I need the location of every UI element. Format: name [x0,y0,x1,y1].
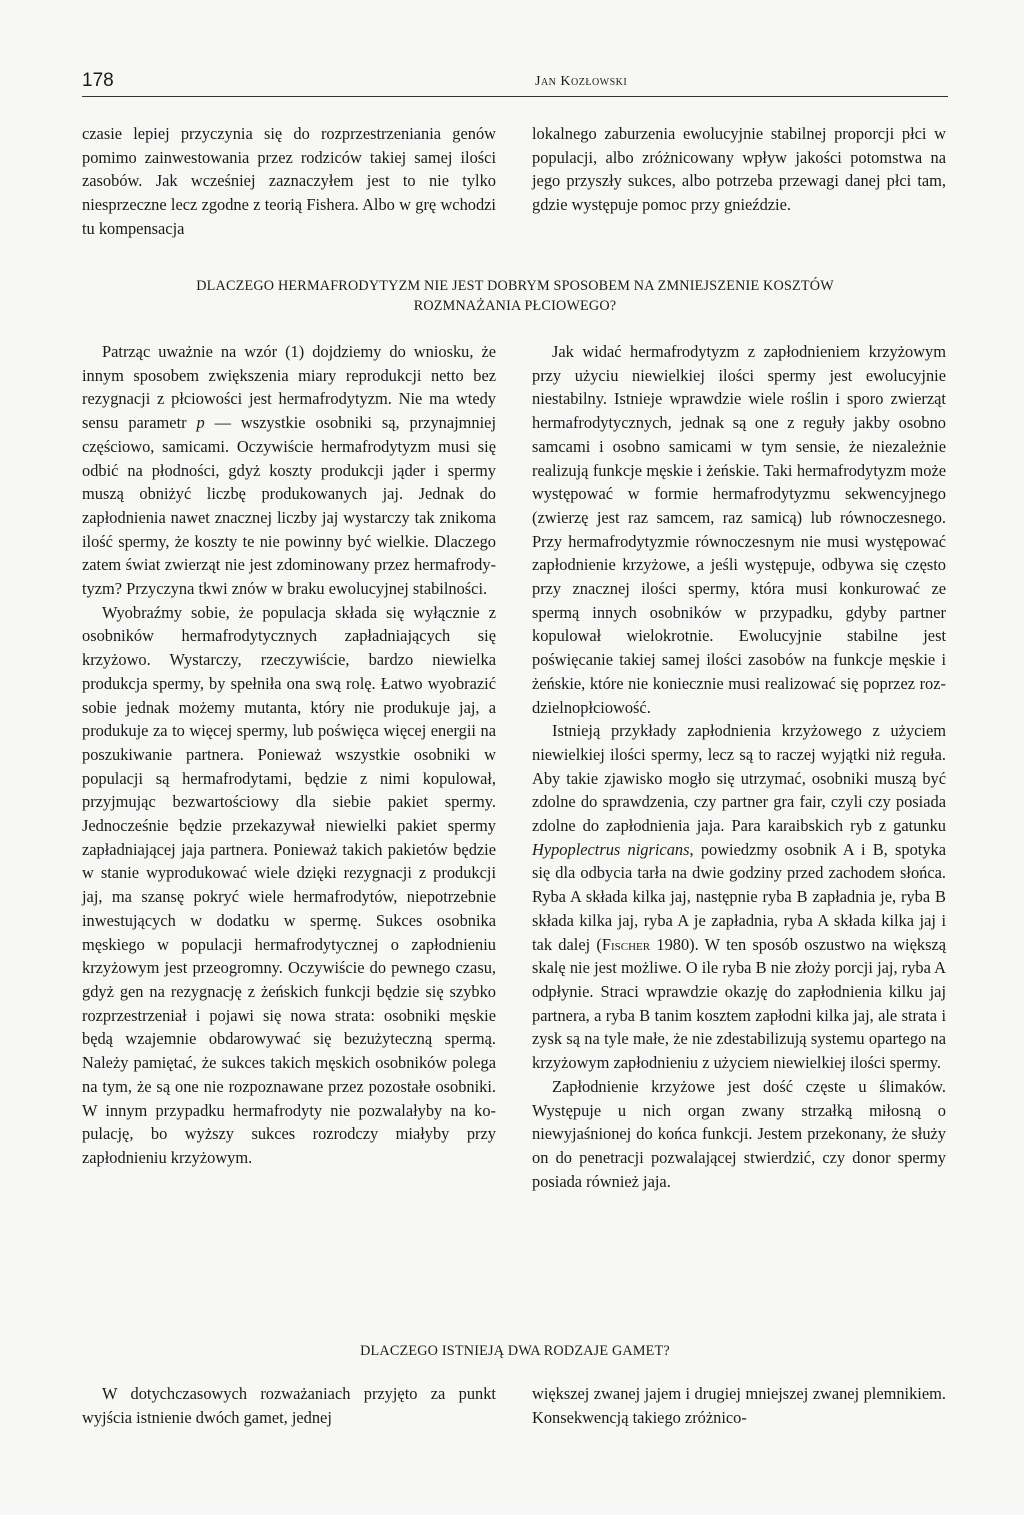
paragraph [532,719,946,1075]
paragraph [82,340,496,601]
text-run: Istnieją przykłady zapłodnienia krzyżowego z użyciem niewielkiej ilości spermy, lecz są to raczej wyjątki niż reguła. Aby takie zjawisko mogło się utrzymać, osobniki muszą być zdolne do sprawdzenia, czy partner gra fair, czyli czy posiada zdolne do zapłodnienia jaja. Para karaibskich ryb z gatunku [532,721,946,836]
text-run: , powiedzmy osobnik A i B, spotyka się dla odbycia tarła na dwie godziny przed zachodem słońca. Ryba A składa kilka jaj, następnie ryba B zapładnia je, ryba B składa kilka jaj, ryba A je zapładnia, ryba A składa kilka jaj i tak dalej ( [532,839,947,954]
text-run: 1980). W ten sposób oszustwo na większą skalę nie jest możliwe. O ile ryba B nie złoży porcji jaj, ryba A odpłynie. Straci wprawdzie okazję do zapłodnienia kilku jaj partnera, a ryba B tanim kosztem zapłodni kilka jaj, ale strata i zysk są na tyle małe, że nie zdestabilizują systemu opartego na krzyżowym zapłodnieniu z użyciem niewielkiej ilości spermy. [532,934,947,1073]
paragraph: większej zwanej jajem i drugiej mniejszej zwanej plemnikiem. Konsekwencją takiego zróżnico- [532,1384,946,1427]
variable: p [196,413,205,433]
heading-line: ROZMNAŻANIA PŁCIOWEGO? [413,298,617,314]
text-run: — wszystkie osobniki są, przynajmniej częściowo, samicami. Oczywiście hermafrodytyzm musi się odbić na płodności, gdyż koszty produkcji jąder i spermy muszą obniżyć liczbę produkowanych jaj. Jednak do zapłodnienia nawet znacznej liczby jaj wystarczy tak znikoma ilość spermy, że koszty te nie powinny być wielkie. Dlaczego zatem świat zwierząt nie jest zdominowany przez hermafrodytyzm? Przyczyna tkwi znów w braku ewolucyjnej stabilności. [82,413,496,599]
section2-right-column [532,1382,946,1429]
top-left-column [82,122,496,241]
section-heading [82,1341,948,1361]
section1-right-column [532,340,946,1193]
paragraph: czasie lepiej przyczynia się do rozprzestrzeniania genów pomimo zainwestowania przez rodziców takiej samej ilości zasobów. Jak wcześniej zaznaczyłem jest to nie tylko niesprzeczne lecz zgodne z teorią Fishera. Albo w grę wchodzi tu kompensacja [82,124,496,238]
section-heading [82,276,948,316]
running-author: Jan Kozłowski [535,74,628,89]
running-header [82,66,948,97]
heading-line: DLACZEGO ISTNIEJĄ DWA RODZAJE GAMET? [360,1343,670,1359]
heading-line: DLACZEGO HERMAFRODYTYZM NIE JEST DOBRYM SPOSOBEM NA ZMNIEJSZENIE KOSZTÓW [196,278,834,294]
section1-left-column [82,340,496,1170]
paragraph: Wyobraźmy sobie, że populacja składa się wyłącznie z osobników hermafrodytycznych zapładniających się krzyżowo. Wystarczy, rzeczywiście, bardzo niewielka produkcja spermy, by spełniła ona swą rolę. Łatwo wyobrazić sobie jednak możemy mutanta, który nie produkuje jaj, a produkuje za to więcej spermy, lub poświęca więcej energii na poszukiwanie partnera. Ponieważ wszystkie osobniki w populacji są hermafrodytami, będzie z nimi kopulował, przyjmując bezwartościowy dla siebie pakiet spermy. Jednocześnie będzie przekazywał niewielki pakiet spermy zapładniającej jaja partnera. Ponieważ takich pakietów będzie w stanie wyprodukować wiele dzięki rezygnacji z produkcji jaj, ma szansę pokryć wiele hermafrodytów, niepotrzebnie inwestujących w dodatku w spermę. Sukces osobnika męskiego w populacji hermafrodytycznej o zapłodnieniu krzyżowym jest przeogromny. Oczywiście do pewnego czasu, gdyż gen na rezygnację z żeńskich funkcji będzie się szybko rozprzestrzeniał i pojawi się nowa strata: osobniki męskie będą wzajemnie obdarowywać się bezużyteczną spermą. Należy pamiętać, że sukces takich męskich osobników polega na tym, że są one nie rozpoznawane przez pozostałe osobniki. W innym przypadku hermafrodyty nie pozwalałyby na kopulację, bo wyższy sukces rozrodczy miałyby przy zapłodnieniu krzyżowym. [82,602,496,1167]
section2-left-column [82,1382,496,1429]
page-number: 178 [82,70,114,91]
paragraph: W dotychczasowych rozważaniach przyjęto za punkt wyjścia istnienie dwóch gamet, jednej [82,1384,496,1427]
top-right-column [532,122,946,217]
species-name: Hypoplectrus nigricans [532,839,690,859]
paragraph: Zapłodnienie krzyżowe jest dość częste u ślimaków. Występuje u nich organ zwany strzałką miłosną o niewyjaśnionej do końca funkcji. Jestem przekonany, że służy on do penetracji pozwalającej stwierdzić, czy donor spermy posiada również jaja. [532,1076,946,1191]
paragraph: lokalnego zaburzenia ewolucyjnie stabilnej proporcji płci w populacji, albo zróżnicowany wpływ jakości potomstwa na jego przyszły sukces, albo potrzeba przewagi danej płci tam, gdzie występuje pomoc przy gnieździe. [532,124,946,215]
paragraph: Jak widać hermafrodytyzm z zapłodnieniem krzyżowym przy użyciu niewielkiej ilości spermy jest ewolucyjnie niestabilny. Istnieje wprawdzie wiele roślin i sporo zwierząt hermafrodytycznych, jednak są one z reguły jakby osobno samcami i osobno samicami w tym sensie, że niezależnie realizują funkcje męskie i żeńskie. Taki hermafrodytyzm może występować w formie hermafrodytyzmu sekwencyjnego (zwierzę jest raz samcem, raz samicą) lub równoczesnego. Przy hermafrodytyzmie równoczesnym nie musi występować zapłodnienie krzyżowe, a jeśli występuje, odbywa się często przy znacznej ilości spermy, która musi konkurować ze spermą innych osobników w przypadku, gdyby partner kopulował wielokrotnie. Ewolucyjnie stabilne jest poświęcanie takiej samej ilości zasobów na funkcje męskie i żeńskie, które nie koniecznie musi realizować się poprzez rozdzielnopłciowość. [532,342,946,717]
text-run: Patrząc uważnie na wzór (1) dojdziemy do wniosku, że innym sposobem zwiększenia miary reprodukcji netto bez rezygnacji z płciowości jest hermafrodytyzm. Nie ma wtedy sensu parametr [82,342,496,433]
citation-author: Fischer [601,934,651,954]
